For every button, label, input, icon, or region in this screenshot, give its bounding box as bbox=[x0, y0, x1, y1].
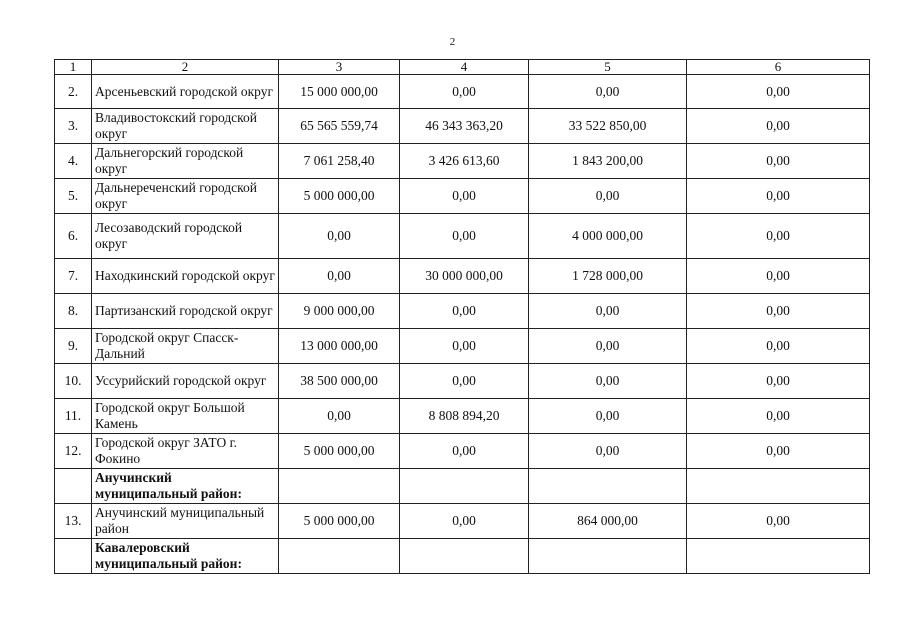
column-4-value-cell: 0,00 bbox=[400, 364, 529, 399]
municipality-name-cell: Дальнегорский городской округ bbox=[92, 144, 279, 179]
municipality-name-cell: Анучинский муниципальный район bbox=[92, 504, 279, 539]
column-4-value-cell bbox=[400, 469, 529, 504]
row-number-cell: 10. bbox=[55, 364, 92, 399]
column-6-value-cell bbox=[687, 469, 870, 504]
column-5-value-cell: 0,00 bbox=[529, 399, 687, 434]
column-6-value-cell: 0,00 bbox=[687, 504, 870, 539]
row-number-cell: 5. bbox=[55, 179, 92, 214]
column-4-value-cell: 30 000 000,00 bbox=[400, 259, 529, 294]
column-5-value-cell: 4 000 000,00 bbox=[529, 214, 687, 259]
municipality-name-cell: Находкинский городской округ bbox=[92, 259, 279, 294]
column-3-value-cell: 65 565 559,74 bbox=[279, 109, 400, 144]
column-5-value-cell: 1 728 000,00 bbox=[529, 259, 687, 294]
column-6-value-cell: 0,00 bbox=[687, 399, 870, 434]
column-4-value-cell: 0,00 bbox=[400, 504, 529, 539]
municipality-name-cell: Уссурийский городской округ bbox=[92, 364, 279, 399]
municipality-name-cell: Дальнереченский городской округ bbox=[92, 179, 279, 214]
column-3-value-cell: 0,00 bbox=[279, 399, 400, 434]
municipality-name-cell: Кавалеровский муниципальный район: bbox=[92, 539, 279, 574]
column-3-value-cell: 0,00 bbox=[279, 259, 400, 294]
table-row bbox=[55, 75, 870, 109]
municipality-name-cell: Анучинский муниципальный район: bbox=[92, 469, 279, 504]
column-4-value-cell: 0,00 bbox=[400, 329, 529, 364]
column-3-value-cell bbox=[279, 469, 400, 504]
table-row bbox=[55, 364, 870, 399]
row-number-cell: 6. bbox=[55, 214, 92, 259]
column-header: 5 bbox=[529, 60, 687, 75]
column-3-value-cell: 5 000 000,00 bbox=[279, 434, 400, 469]
column-5-value-cell: 0,00 bbox=[529, 364, 687, 399]
column-5-value-cell bbox=[529, 539, 687, 574]
column-6-value-cell: 0,00 bbox=[687, 364, 870, 399]
column-3-value-cell: 5 000 000,00 bbox=[279, 504, 400, 539]
table-row bbox=[55, 179, 870, 214]
header-row bbox=[55, 60, 870, 75]
column-5-value-cell: 0,00 bbox=[529, 434, 687, 469]
column-6-value-cell: 0,00 bbox=[687, 434, 870, 469]
column-header: 3 bbox=[279, 60, 400, 75]
column-5-value-cell: 33 522 850,00 bbox=[529, 109, 687, 144]
budget-table bbox=[54, 59, 870, 574]
municipality-name-cell: Лесозаводский городской округ bbox=[92, 214, 279, 259]
table-row bbox=[55, 294, 870, 329]
column-6-value-cell: 0,00 bbox=[687, 179, 870, 214]
column-5-value-cell: 0,00 bbox=[529, 75, 687, 109]
section-row bbox=[55, 469, 870, 504]
column-3-value-cell: 5 000 000,00 bbox=[279, 179, 400, 214]
table-row bbox=[55, 329, 870, 364]
column-6-value-cell: 0,00 bbox=[687, 109, 870, 144]
row-number-cell: 11. bbox=[55, 399, 92, 434]
row-number-cell bbox=[55, 539, 92, 574]
municipality-name-cell: Городской округ ЗАТО г. Фокино bbox=[92, 434, 279, 469]
column-4-value-cell: 46 343 363,20 bbox=[400, 109, 529, 144]
column-3-value-cell: 9 000 000,00 bbox=[279, 294, 400, 329]
column-header: 2 bbox=[92, 60, 279, 75]
column-4-value-cell: 0,00 bbox=[400, 294, 529, 329]
row-number-cell: 8. bbox=[55, 294, 92, 329]
row-number-cell: 2. bbox=[55, 75, 92, 109]
column-6-value-cell: 0,00 bbox=[687, 294, 870, 329]
column-5-value-cell: 0,00 bbox=[529, 179, 687, 214]
column-3-value-cell: 0,00 bbox=[279, 214, 400, 259]
column-6-value-cell bbox=[687, 539, 870, 574]
column-5-value-cell: 0,00 bbox=[529, 329, 687, 364]
table-row bbox=[55, 259, 870, 294]
row-number-cell: 13. bbox=[55, 504, 92, 539]
column-5-value-cell: 1 843 200,00 bbox=[529, 144, 687, 179]
column-3-value-cell: 15 000 000,00 bbox=[279, 75, 400, 109]
column-3-value-cell: 13 000 000,00 bbox=[279, 329, 400, 364]
column-5-value-cell: 864 000,00 bbox=[529, 504, 687, 539]
column-3-value-cell: 7 061 258,40 bbox=[279, 144, 400, 179]
table-row bbox=[55, 214, 870, 259]
column-header: 4 bbox=[400, 60, 529, 75]
column-header: 6 bbox=[687, 60, 870, 75]
row-number-cell: 3. bbox=[55, 109, 92, 144]
table-row bbox=[55, 109, 870, 144]
column-3-value-cell: 38 500 000,00 bbox=[279, 364, 400, 399]
column-5-value-cell bbox=[529, 469, 687, 504]
column-4-value-cell: 0,00 bbox=[400, 214, 529, 259]
table-row bbox=[55, 399, 870, 434]
column-4-value-cell: 0,00 bbox=[400, 434, 529, 469]
row-number-cell: 9. bbox=[55, 329, 92, 364]
column-6-value-cell: 0,00 bbox=[687, 214, 870, 259]
table-row bbox=[55, 504, 870, 539]
section-row bbox=[55, 539, 870, 574]
column-4-value-cell bbox=[400, 539, 529, 574]
table-row bbox=[55, 434, 870, 469]
row-number-cell: 7. bbox=[55, 259, 92, 294]
municipality-name-cell: Партизанский городской округ bbox=[92, 294, 279, 329]
page-number: 2 bbox=[449, 36, 456, 48]
column-header: 1 bbox=[55, 60, 92, 75]
row-number-cell: 12. bbox=[55, 434, 92, 469]
row-number-cell: 4. bbox=[55, 144, 92, 179]
municipality-name-cell: Городской округ Спасск-Дальний bbox=[92, 329, 279, 364]
column-4-value-cell: 0,00 bbox=[400, 75, 529, 109]
column-6-value-cell: 0,00 bbox=[687, 329, 870, 364]
column-3-value-cell bbox=[279, 539, 400, 574]
column-4-value-cell: 3 426 613,60 bbox=[400, 144, 529, 179]
column-6-value-cell: 0,00 bbox=[687, 75, 870, 109]
row-number-cell bbox=[55, 469, 92, 504]
column-6-value-cell: 0,00 bbox=[687, 259, 870, 294]
table-row bbox=[55, 144, 870, 179]
municipality-name-cell: Городской округ Большой Камень bbox=[92, 399, 279, 434]
municipality-name-cell: Владивостокский городской округ bbox=[92, 109, 279, 144]
column-4-value-cell: 0,00 bbox=[400, 179, 529, 214]
column-6-value-cell: 0,00 bbox=[687, 144, 870, 179]
column-4-value-cell: 8 808 894,20 bbox=[400, 399, 529, 434]
municipality-name-cell: Арсеньевский городской округ bbox=[92, 75, 279, 109]
column-5-value-cell: 0,00 bbox=[529, 294, 687, 329]
